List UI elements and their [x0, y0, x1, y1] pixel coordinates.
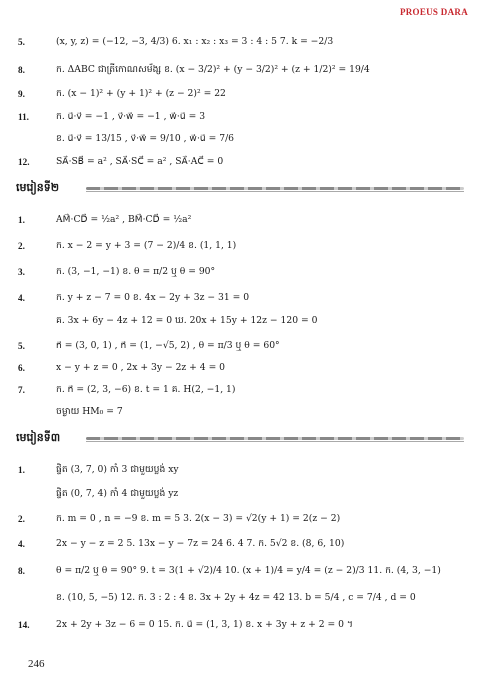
answer-text: x − y + z = 0 , 2x + 3y − 2z + 4 = 0 [56, 362, 226, 373]
section-title: មេរៀនទី៣ [16, 430, 66, 446]
answer-text: (x, y, z) = (−12, −3, 4/3) 6. x₁ : x₂ : x₃ = 3 : 4 : 5 7. k = −2/3 [56, 36, 334, 47]
item-number: 3. [18, 267, 25, 277]
item-number: 5. [18, 37, 25, 47]
answer-text: ក. u⃗·v⃗ = −1 , v⃗·w⃗ = −1 , w⃗·u⃗ = 3 [56, 111, 206, 122]
item-number: 1. [18, 465, 25, 475]
answer-text: ខ. (10, 5, −5) 12. ក. 3 : 2 : 4 ខ. 3x + 2y + 4z = 42 13. b = 5/4 , c = 7/4 , d = 0 [56, 592, 416, 603]
answer-text: គ. 3x + 6y − 4z + 12 = 0 ឃ. 20x + 15y + 12z − 120 = 0 [56, 315, 318, 326]
decorative-divider [86, 437, 464, 440]
item-number: 14. [18, 620, 30, 630]
item-number: 8. [18, 566, 25, 576]
answer-text: ផ្ចិត (3, 7, 0) កាំ 3 ជាមួយប្លង់ xy [56, 464, 179, 475]
answer-text: ផ្ចិត (0, 7, 4) កាំ 4 ជាមួយប្លង់ yz [56, 488, 179, 499]
item-number: 6. [18, 363, 25, 373]
section-heading [16, 180, 464, 196]
page-number: 246 [28, 658, 45, 670]
item-number: 5. [18, 341, 25, 351]
item-number: 2. [18, 241, 25, 251]
section-heading [16, 430, 464, 446]
section-title: មេរៀនទី២ [16, 180, 65, 196]
item-number: 7. [18, 385, 25, 395]
answer-text: ក. n⃗ = (2, 3, −6) ខ. t = 1 គ. H(2, −1, 1) [56, 384, 236, 395]
item-number: 8. [18, 65, 25, 75]
item-number: 4. [18, 293, 25, 303]
item-number: 12. [18, 157, 30, 167]
answer-text: θ = π/2 ឬ θ = 90° 9. t = 3(1 + √2)/4 10. (x + 1)/4 = y/4 = (z − 2)/3 11. ក. (4, 3, −1) [56, 565, 441, 576]
decorative-divider [86, 187, 464, 190]
answer-text: ក. (3, −1, −1) ខ. θ = π/2 ឬ θ = 90° [56, 266, 216, 277]
answer-text: AM⃗·CD⃗ = ½a² , BM⃗·CD⃗ = ½a² [56, 214, 192, 225]
answer-text: ក. (x − 1)² + (y + 1)² + (z − 2)² = 22 [56, 88, 226, 99]
answer-text: 2x − y − z = 2 5. 13x − y − 7z = 24 6. 4 7. ក. 5√2 ខ. (8, 6, 10) [56, 538, 345, 549]
answer-text: ចម្ងាយ HM₀ = 7 [56, 406, 123, 417]
item-number: 9. [18, 89, 25, 99]
item-number: 4. [18, 539, 25, 549]
answer-text: 2x + 2y + 3z − 6 = 0 15. ក. u⃗ = (1, 3, 1) ខ. x + 3y + z + 2 = 0 ។ [56, 619, 353, 630]
item-number: 11. [18, 112, 29, 122]
answer-text: ក. ΔABC ជាត្រីកោណសម័ង្ស ខ. (x − 3/2)² + (y − 3/2)² + (z + 1/2)² = 19/4 [56, 64, 370, 75]
answer-text: ខ. u⃗·v⃗ = 13/15 , v⃗·w⃗ = 9/10 , w⃗·u⃗ = 7/6 [56, 133, 235, 144]
answer-text: SA⃗·SB⃗ = a² , SA⃗·SC⃗ = a² , SA⃗·AC⃗ = 0 [56, 156, 224, 167]
answer-text: ក. m = 0 , n = −9 ខ. m = 5 3. 2(x − 3) = √2(y + 1) = 2(z − 2) [56, 513, 341, 524]
decorative-divider [86, 441, 464, 442]
item-number: 1. [18, 215, 25, 225]
answer-text: n⃗ = (3, 0, 1) , n⃗ = (1, −√5, 2) , θ = π/3 ឬ θ = 60° [56, 340, 280, 351]
answer-text: ក. x − 2 = y + 3 = (7 − 2)/4 ខ. (1, 1, 1) [56, 240, 237, 251]
watermark: PROEUS DARA [399, 7, 468, 17]
decorative-divider [86, 191, 464, 192]
item-number: 2. [18, 514, 25, 524]
answer-text: ក. y + z − 7 = 0 ខ. 4x − 2y + 3z − 31 = 0 [56, 292, 250, 303]
